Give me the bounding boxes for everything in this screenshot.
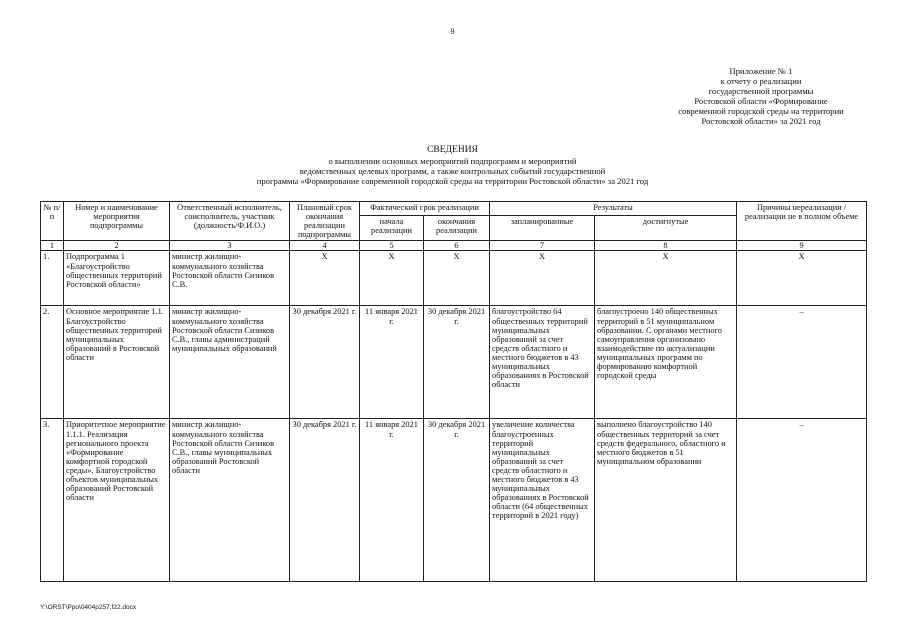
row-actual-end: X [424,251,490,306]
column-number-row [41,241,867,251]
report-table [40,201,867,582]
header-results: Результаты [490,202,737,216]
header-actual-end: окончания реализации [424,216,490,241]
heading-line: о выполнении основных мероприятий подпрограмм и мероприятий [328,156,577,166]
row-results-achieved: выполнено благоустройство 140 общественных территорий за счет средств федерального, областного и местного бюджетов в 51 муниципальном образовании [595,419,737,582]
row-reason: X [737,251,867,306]
header-results-achieved: достигнутые [595,216,737,241]
row-responsible: министр жилищно-коммунального хозяйства Ростовской области Сизиков С.В., главы муниципальных образований Ростовской области [170,419,290,582]
row-results-achieved: благоустроено 140 общественных территорий в 51 муниципальном образовании. С органами местного самоуправления организовано взаимодействие по актуализации муниципальных программ по формированию комфортной городской среды [595,306,737,419]
column-number: 1 [41,241,64,251]
column-number: 3 [170,241,290,251]
table-row [41,251,867,306]
column-number: 2 [64,241,170,251]
column-number: 8 [595,241,737,251]
row-results-planned: увеличение количества благоустроенных территорий муниципальных образований за счет средств областного и местного бюджетов в 43 муниципальных образованиях в Ростовской области (64 общественных территорий в 2021 году) [490,419,595,582]
header-num: № п/п [41,202,64,241]
file-path-footer: Y:\ORST\Ppo\0404p257.f22.docx [40,604,137,611]
row-planned-term: 30 декабря 2021 г. [290,419,360,582]
row-reason: – [737,419,867,582]
appendix-line: Ростовской области «Формирование [694,96,828,106]
header-responsible: Ответственный исполнитель, соисполнитель, участник (должность/Ф.И.О.) [170,202,290,241]
column-number: 9 [737,241,867,251]
heading-line: программы «Формирование современной городской среды на территории Ростовской области» за 2021 год [256,176,649,186]
appendix-line: Ростовской области» за 2021 год [701,116,821,126]
header-name: Номер и наименование мероприятия подпрограммы [64,202,170,241]
row-responsible: министр жилищно-коммунального хозяйства Ростовской области Сизиков С.В. [170,251,290,306]
row-num: 2. [41,306,64,419]
document-heading [0,145,905,186]
row-planned-term: X [290,251,360,306]
table-row [41,306,867,419]
row-actual-end: 30 декабря 2021 г. [424,419,490,582]
document-title: СВЕДЕНИЯ [427,145,478,155]
header-actual-term: Фактический срок реализации [360,202,490,216]
row-actual-start: 11 января 2021 г. [360,306,424,419]
appendix-line: Приложение № 1 [729,66,793,76]
row-name: Основное мероприятие 1.1. Благоустройство общественных территорий муниципальных образований в Ростовской области [64,306,170,419]
table-row [41,419,867,582]
row-actual-start: X [360,251,424,306]
row-num: 1. [41,251,64,306]
heading-line: ведомственных целевых программ, а также контрольных событий государственной [299,166,606,176]
row-reason: – [737,306,867,419]
header-row [41,202,867,216]
row-num: 3. [41,419,64,582]
row-results-planned: благоустройство 64 общественных территорий муниципальных образований за счет средств областного и местного бюджетов в 43 муниципальных образованиях в Ростовской области [490,306,595,419]
header-results-planned: запланированные [490,216,595,241]
appendix-line: государственной программы [708,86,814,96]
header-planned-term: Плановый срок окончания реализации подпрограммы [290,202,360,241]
row-results-planned: X [490,251,595,306]
column-number: 6 [424,241,490,251]
appendix-header [636,66,886,126]
column-number: 5 [360,241,424,251]
column-number: 4 [290,241,360,251]
row-planned-term: 30 декабря 2021 г. [290,306,360,419]
row-actual-end: 30 декабря 2021 г. [424,306,490,419]
header-actual-start: начала реализации [360,216,424,241]
row-responsible: министр жилищно-коммунального хозяйства Ростовской области Сизиков С.В., главы администраций муниципальных образований [170,306,290,419]
page-number: 9 [450,27,455,36]
row-name: Подпрограмма 1 «Благоустройство общественных территорий Ростовской области» [64,251,170,306]
header-reasons: Причины нереализации / реализации не в полном объеме [737,202,867,241]
appendix-line: к отчету о реализации [720,76,802,86]
row-results-achieved: X [595,251,737,306]
appendix-line: современной городской среды на территории [678,106,844,116]
row-actual-start: 11 января 2021 г. [360,419,424,582]
row-name: Приоритетное мероприятие 1.1.1. Реализация регионального проекта «Формирование комфортной городской среды». Благоустройство объектов муниципальных образований Ростовской области [64,419,170,582]
column-number: 7 [490,241,595,251]
